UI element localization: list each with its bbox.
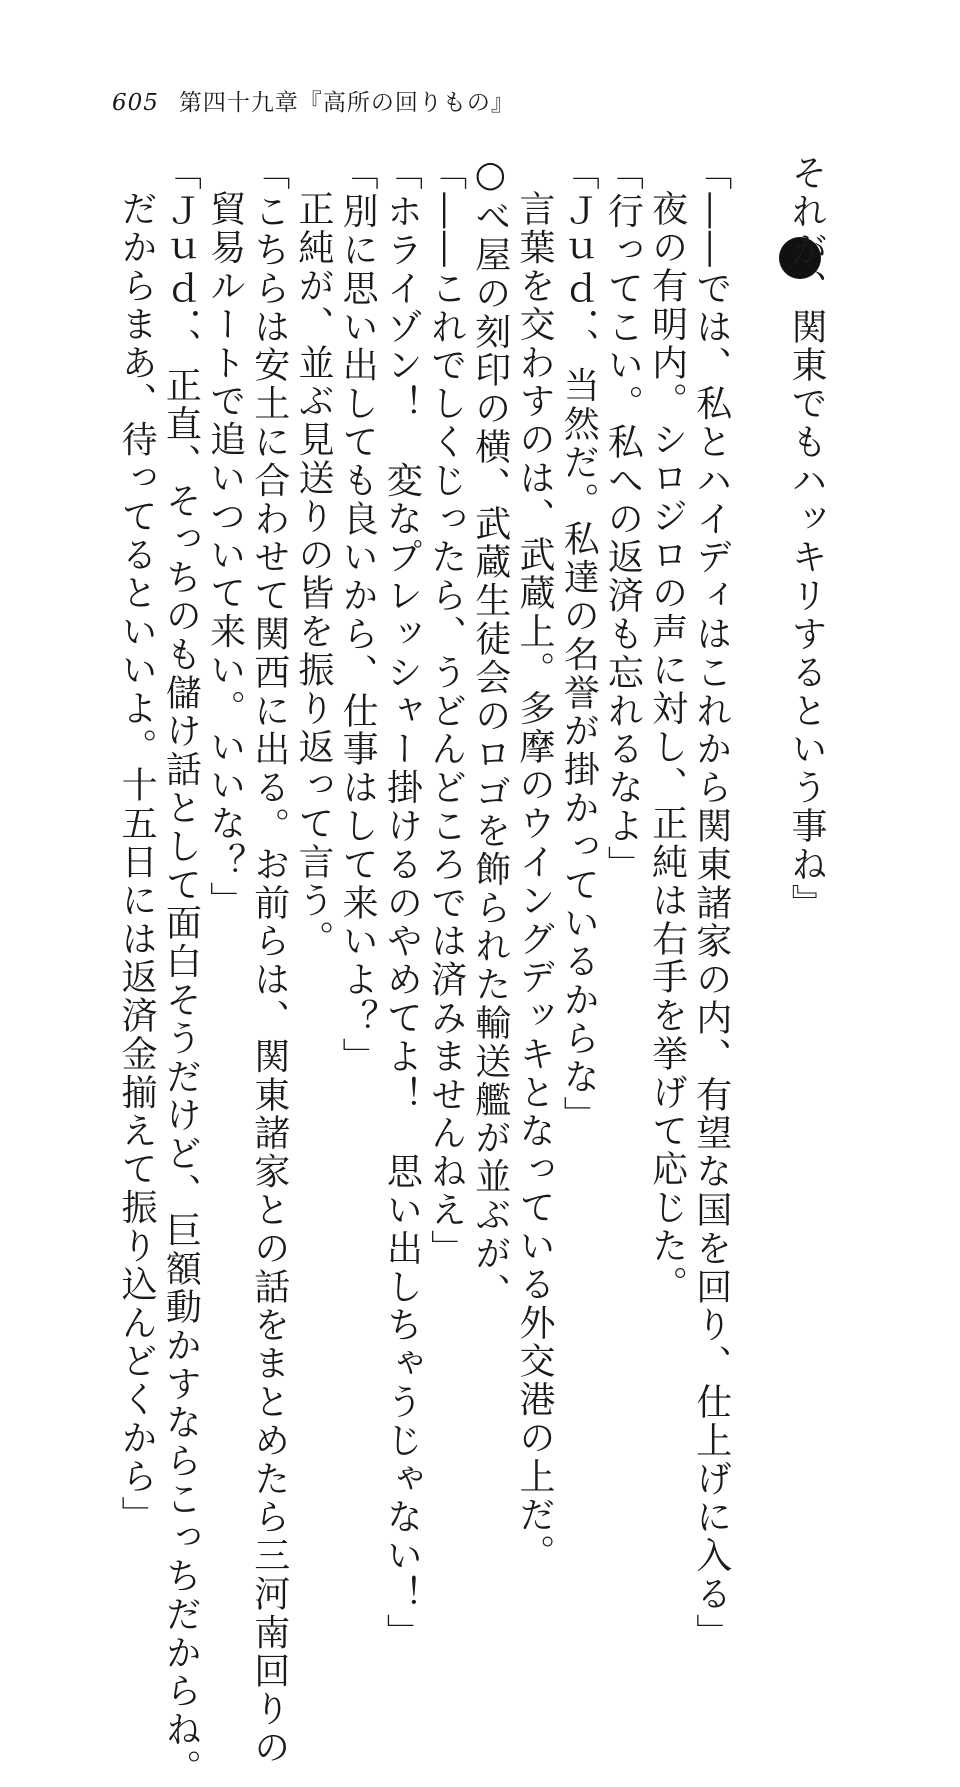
text-line: ○べ屋の刻印の横、武蔵生徒会のロゴを飾られた輸送艦が並ぶが、 (469, 154, 511, 1311)
text-line: 貿易ルートで追いついて来い。いいな？」 (204, 190, 246, 920)
chapter-title: 第四十九章『高所の回りもの』 (178, 90, 515, 116)
text-line: 「行ってこい。私への返済も忘れるなよ」 (602, 154, 644, 884)
text-line: 「ホライゾン！ 変なプレッシャー掛けるのやめてよ！ 思い出しちゃうじゃない！」 (381, 154, 423, 1652)
text-line: 「Ｊｕｄ．、正直、そっちのも儲け話として面白そうだけど、巨額動かすならこっちだからね。 (160, 154, 202, 1787)
text-line: 「Ｊｕｄ．、当然だ。私達の名誉が掛かっているからな」 (558, 154, 600, 1135)
text-line: 正純が、並ぶ見送りの皆を振り返って言う。 (292, 190, 334, 958)
text-line: 「――では、私とハイディはこれから関東諸家の内、有望な国を回り、仕上げに入る」 (690, 154, 732, 1652)
page-number: 605 (112, 90, 159, 116)
vertical-body-text (114, 154, 828, 1787)
text-line: だからまあ、待ってるといいよ。十五日には返済金揃えて振り込んどくから」 (116, 190, 158, 1534)
text-line: 言葉を交わすのは、武蔵上。多摩のウイングデッキとなっている外交港の上だ。 (513, 190, 555, 1573)
text-line: 「別に思い出しても良いから、仕事はして来いよ？」 (337, 154, 379, 1076)
running-header (112, 84, 515, 117)
text-line: それが、関東でもハッキリするという事ね』 (786, 154, 827, 922)
text-line: 「こちらは安土に合わせて関西に出る。お前らは、関東諸家との話をまとめたら三河南回りの (248, 154, 290, 1767)
text-line: 夜の有明内。シロジロの声に対し、正純は右手を挙げて応じた。 (646, 190, 688, 1304)
text-line: 「――これでしくじったら、うどんどころでは済みませんねえ」 (425, 154, 467, 1268)
